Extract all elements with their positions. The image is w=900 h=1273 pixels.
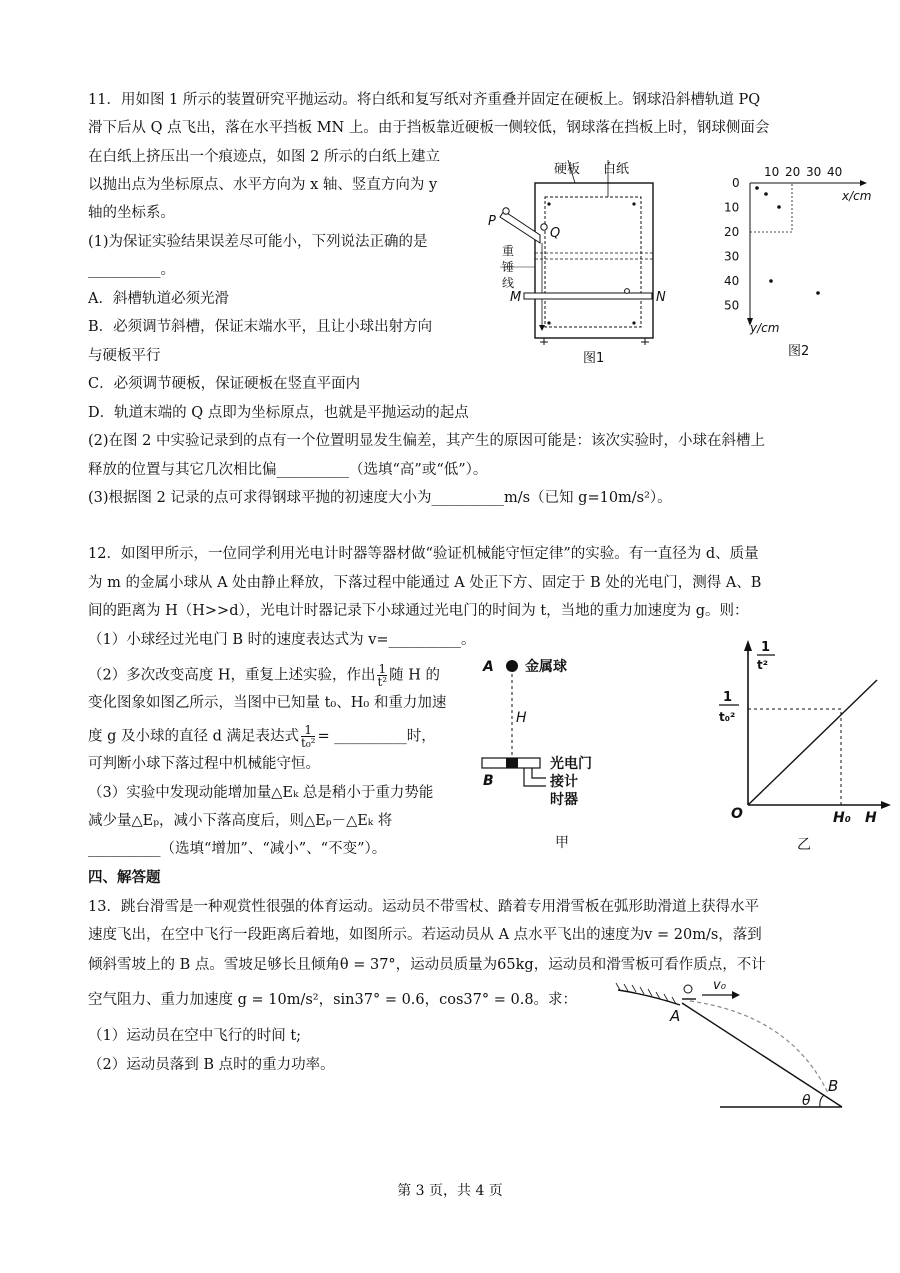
label-b: B	[483, 773, 494, 789]
trace-point	[755, 186, 759, 190]
photogate-label: 光电门	[550, 756, 592, 772]
x-tick-label: 20	[785, 165, 801, 179]
chute	[500, 211, 540, 243]
frac-den: t²	[377, 675, 388, 689]
frac-num: 1	[378, 662, 387, 676]
q12-part3-b: 减少量△Eₚ，减小下落高度后，则△Eₚ－△Eₖ 将	[88, 813, 393, 829]
metal-ball	[506, 660, 518, 672]
y-mark-num: 1	[723, 690, 733, 705]
section-title: 四、解答题	[88, 869, 161, 886]
slope	[682, 1003, 842, 1107]
y-axis-label: y/cm	[750, 321, 780, 335]
page-footer: 第 3 页，共 4 页	[397, 1183, 503, 1199]
q12-part2	[88, 663, 440, 688]
plumb-label-2: 锤	[502, 260, 515, 274]
ramp	[618, 990, 680, 1005]
q11-option-b: B．必须调节斜槽，保证末端水平，且让小球出射方向	[88, 319, 433, 335]
x-tick-label: 30	[806, 165, 822, 179]
y-axis-label-den: t²	[757, 658, 768, 672]
fraction-one-over-t-squared	[377, 663, 387, 688]
y-mark-den: t₀²	[719, 710, 736, 724]
x-tick-label: 40	[827, 165, 843, 179]
q11-option-c: C．必须调节硬板，保证硬板在竖直平面内	[88, 376, 361, 392]
y-axis-label-num: 1	[761, 640, 771, 655]
figure-jia	[470, 640, 670, 855]
y-tick-label: 20	[724, 225, 740, 239]
q13-line-4: 空气阻力、重力加速度 g = 10m/s²，sin37° = 0.6，cos37° = 0.8。求：	[88, 992, 578, 1008]
q12-line-3: 间的距离为 H（H>>d），光电计时器记录下小球通过光电门的时间为 t，当地的重力加速度为 g。则：	[88, 603, 749, 619]
graph-line	[748, 680, 877, 805]
q11-option-a: A．斜槽轨道必须光滑	[88, 291, 229, 307]
hard-board-label: 硬板	[554, 162, 581, 177]
q12-part3-c: __________（选填“增加”、“减小”、“不变”）。	[88, 841, 387, 857]
trace-point	[764, 192, 768, 196]
label-q: Q	[550, 226, 561, 241]
figure-2-caption: 图2	[788, 344, 810, 359]
y-tick-label: 10	[724, 200, 740, 215]
label-n: N	[656, 290, 666, 305]
q12-part2-c-text-2: = __________时，	[317, 728, 436, 745]
figure-yi	[705, 635, 895, 855]
v0-label: v₀	[713, 978, 726, 993]
trace-point	[769, 279, 773, 283]
y-tick-label: 30	[724, 249, 740, 264]
label-b: B	[828, 1077, 839, 1095]
q11-option-b-cont: 与硬板平行	[88, 348, 161, 364]
q12-part2-c-text: 度 g 及小球的直径 d 满足表达式	[88, 728, 299, 745]
q13-line-2: 速度飞出，在空中飞行一段距离后着地，如图所示。若运动员从 A 点水平飞出的速度为v = 20m/s，落到	[88, 927, 762, 943]
plumb-label-1: 重	[502, 244, 515, 258]
q12-part3: （3）实验中发现动能增加量△Eₖ 总是稍小于重力势能	[88, 785, 434, 801]
figure-ski-jump	[610, 975, 870, 1115]
trace-point	[777, 205, 781, 209]
x-tick-label: 10	[764, 165, 780, 179]
baffle-mn	[524, 293, 652, 299]
y-tick-label: 50	[724, 298, 740, 313]
metal-ball-label: 金属球	[525, 659, 567, 675]
q13-part1: （1）运动员在空中飞行的时间 t;	[88, 1028, 302, 1044]
label-a: A	[670, 1007, 681, 1025]
q11-part1-blank: __________。	[88, 262, 175, 278]
trace-point	[816, 291, 820, 295]
steel-ball	[503, 208, 509, 214]
fraction-one-over-t0-squared	[301, 724, 315, 749]
timer-label-1: 接计	[550, 774, 578, 790]
q13-line-1: 13．跳台滑雪是一种观赏性很强的体育运动。运动员不带雪杖、踏着专用滑雪板在弧形助滑道上获得水平	[88, 899, 759, 915]
figure-yi-caption: 乙	[797, 837, 811, 853]
y-tick-label: 0	[732, 176, 740, 190]
figure-2	[700, 160, 900, 370]
label-p: P	[488, 214, 496, 229]
label-m: M	[510, 290, 522, 305]
frac-num: 1	[301, 724, 315, 737]
q11-line-5: 轴的坐标系。	[88, 205, 175, 221]
q11-line-3: 在白纸上挤压出一个痕迹点，如图 2 所示的白纸上建立	[88, 149, 440, 165]
y-tick-label: 40	[724, 274, 740, 288]
q12-part1: （1）小球经过光电门 B 时的速度表达式为 v=__________。	[88, 632, 476, 648]
white-paper-label: 白纸	[603, 162, 630, 177]
q11-line-1: 11．用如图 1 所示的装置研究平抛运动。将白纸和复写纸对齐重叠并固定在硬板上。钢球沿斜槽轨道 PQ	[88, 92, 761, 108]
figure-jia-caption: 甲	[555, 835, 569, 851]
q13-line-3: 倾斜雪坡上的 B 点。雪坡足够长且倾角θ = 37°，运动员质量为65kg，运动员和滑雪板可看作质点，不计	[88, 957, 766, 973]
trajectory	[690, 1001, 828, 1093]
q11-part2: (2)在图 2 中实验记录到的点有一个位置明显发生偏差，其产生的原因可能是：该次实验时，小球在斜槽上	[88, 433, 765, 449]
q11-part2-cont: 释放的位置与其它几次相比偏__________（选填“高”或“低”）。	[88, 462, 488, 478]
q11-part1: (1)为保证实验结果误差尽可能小，下列说法正确的是	[88, 234, 428, 250]
plumb-label-3: 线	[502, 276, 515, 290]
q11-option-d: D．轨道末端的 Q 点即为坐标原点，也就是平抛运动的起点	[88, 405, 469, 421]
hard-board	[535, 183, 653, 338]
figure-1-caption: 图1	[583, 351, 605, 366]
q12-part2-text: （2）多次改变高度 H，重复上述实验，作出	[88, 667, 376, 684]
h0-label: H₀	[833, 810, 851, 826]
q13-part2: （2）运动员落到 B 点时的重力功率。	[88, 1057, 335, 1073]
x-axis-label: H	[865, 810, 877, 826]
skier-icon	[684, 985, 692, 993]
white-paper	[545, 197, 641, 327]
q12-part2-d: 可判断小球下落过程中机械能守恒。	[88, 756, 320, 772]
q12-line-1: 12．如图甲所示，一位同学利用光电计时器等器材做“验证机械能守恒定律”的实验。有一直径为 d、质量	[88, 546, 759, 562]
timer-label-2: 时器	[550, 792, 578, 808]
figure-1	[480, 155, 680, 370]
q12-part2-b: 变化图象如图乙所示，当图中已知量 t₀、H₀ 和重力加速	[88, 695, 447, 711]
q11-line-2: 滑下后从 Q 点飞出，落在水平挡板 MN 上。由于挡板靠近硬板一侧较低，钢球落在挡板上时，钢球侧面会	[88, 120, 770, 136]
frac-den: t₀²	[301, 736, 316, 750]
q11-part3: (3)根据图 2 记录的点可求得钢球平抛的初速度大小为__________m/s（已知 g=10m/s²）。	[88, 490, 672, 506]
origin-label: O	[731, 806, 743, 822]
q12-line-2: 为 m 的金属小球从 A 处由静止释放，下落过程中能通过 A 处正下方、固定于 B 处的光电门，测得 A、B	[88, 575, 762, 591]
label-h: H	[516, 710, 527, 726]
q12-part2-text-2: 随 H 的	[389, 667, 440, 684]
q12-part2-c	[88, 724, 436, 749]
theta-label: θ	[802, 1093, 811, 1109]
q11-line-4: 以抛出点为坐标原点、水平方向为 x 轴、竖直方向为 y	[88, 177, 438, 193]
x-axis-label: x/cm	[842, 189, 872, 203]
label-a: A	[483, 659, 494, 675]
